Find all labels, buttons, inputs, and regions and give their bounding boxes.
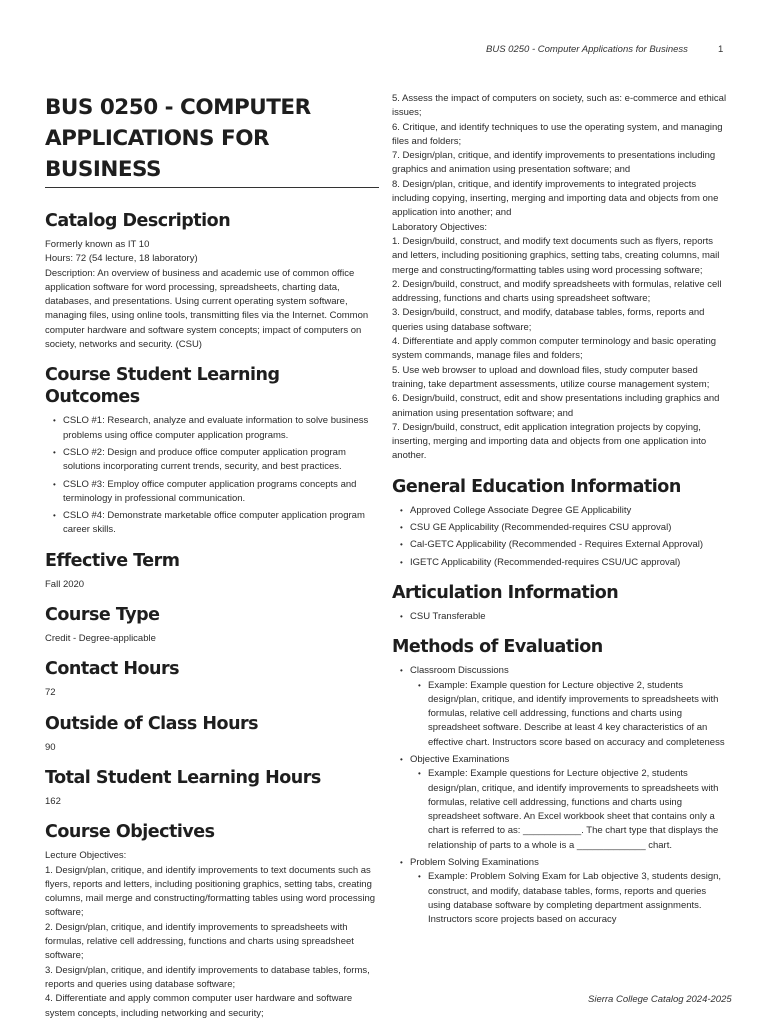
list-item: • CSLO #2: Design and produce office computer application program solutions incorporating current trends, security, and best practices. xyxy=(63,446,379,475)
course-objectives-heading: Course Objectives xyxy=(45,822,215,843)
catalog-line: Formerly known as IT 10 xyxy=(45,239,150,250)
objective-line: 5. Use web browser to upload and download files, study computer based training, take department assessments, utilize course management system; xyxy=(392,364,710,390)
catalog-line: Hours: 72 (54 lecture, 18 laboratory) xyxy=(45,253,198,265)
course-type-value: Credit - Degree-applicable xyxy=(45,633,156,645)
evaluation-example: • Example: Example questions for Lecture objective 2, students design/plan, critique, and identify improvements to spreadsheets with formulas, relative cell addressing, functions and charts using spreadsheet software. An Excel workbook sheet that contains only a chart is referred to as: ___________. The chart type that displays the relationship of parts to a whole is a _____________ chart. xyxy=(428,767,728,853)
gen-ed-heading: General Education Information xyxy=(392,476,681,497)
cslo-heading: Course Student Learning Outcomes xyxy=(45,365,280,408)
course-type-heading: Course Type xyxy=(45,605,160,626)
list-item: • IGETC Applicability (Recommended-requires CSU/UC approval) xyxy=(410,556,728,570)
catalog-line: Description: An overview of business and academic use of common office application software for word processing, spreadsheets, charting data, databases, and presentations. Using current operating system software, managing files, using online tools, transmitting files via the Internet. Common computer hardware and software system concepts; impact of computers on society, networks and security. (CSU) xyxy=(45,267,369,351)
list-item: • Approved College Associate Degree GE Applicability xyxy=(410,504,728,518)
objective-line: 6. Design/build, construct, edit and show presentations including graphics and animation using presentation software; and xyxy=(392,393,720,419)
list-item: • CSU GE Applicability (Recommended-requires CSU approval) xyxy=(410,521,728,535)
evaluation-method: Classroom Discussions xyxy=(410,665,509,677)
list-item xyxy=(410,664,728,750)
title-divider xyxy=(45,187,379,188)
course-type-section xyxy=(45,604,379,646)
objective-line: 1. Design/build, construct, and modify text documents such as flyers, reports and letters, including positioning graphics, setting tabs, creating columns, mail merge and constructing/formatting tables using word processing software; xyxy=(392,235,720,276)
objective-line: 8. Design/plan, critique, and identify improvements to integrated projects including copying, inserting, merging and importing data and objects from one application into another; and xyxy=(392,178,719,219)
objective-line: 6. Critique, and identify techniques to use the operating system, and managing files and folders; xyxy=(392,121,723,147)
contact-hours-heading: Contact Hours xyxy=(45,659,180,680)
running-header-title: BUS 0250 - Computer Applications for Business xyxy=(486,44,688,55)
total-hours-heading: Total Student Learning Hours xyxy=(45,767,321,788)
list-item: • Cal-GETC Applicability (Recommended - Requires External Approval) xyxy=(410,538,728,552)
list-item: • CSLO #4: Demonstrate marketable office computer application program career skills. xyxy=(63,509,379,538)
effective-term-heading: Effective Term xyxy=(45,550,180,571)
contact-hours-section xyxy=(45,658,379,700)
total-hours-section xyxy=(45,767,379,809)
page-number: 1 xyxy=(718,44,724,55)
list-item: • CSU Transferable xyxy=(410,610,728,624)
objective-line: 3. Design/build, construct, and modify, database tables, forms, reports and queries using database software; xyxy=(392,307,705,333)
page-title: BUS 0250 - COMPUTER APPLICATIONS FOR BUSINESS xyxy=(45,95,311,182)
total-hours-value: 162 xyxy=(45,795,61,807)
evaluation-section xyxy=(392,636,728,927)
evaluation-list xyxy=(392,664,728,927)
objective-line: 7. Design/build, construct, edit application integration projects by copying, inserting, merging and importing data and objects from one application into another. xyxy=(392,421,707,462)
gen-ed-section xyxy=(392,476,728,570)
outside-hours-value: 90 xyxy=(45,741,56,753)
effective-term-value: Fall 2020 xyxy=(45,578,85,590)
objective-line: 4. Differentiate and apply common computer user hardware and software system concepts, including networking and security; xyxy=(45,993,353,1019)
objectives-continued xyxy=(392,92,728,464)
gen-ed-list xyxy=(392,504,728,570)
evaluation-method: Objective Examinations xyxy=(410,753,510,765)
objective-line: Lecture Objectives: xyxy=(45,850,127,862)
list-item: • CSLO #1: Research, analyze and evaluate information to solve business problems using office computer application programs. xyxy=(63,414,379,443)
cslo-section xyxy=(45,364,379,537)
objective-line: 1. Design/plan, critique, and identify improvements to text documents such as flyers, reports and letters, including positioning graphics, setting tabs, creating columns, mail merge and constructing/formatting tables using word processing software; xyxy=(45,864,376,919)
evaluation-method: Problem Solving Examinations xyxy=(410,857,539,869)
effective-term-section xyxy=(45,550,379,592)
articulation-heading: Articulation Information xyxy=(392,582,619,603)
course-objectives-section xyxy=(45,821,379,1021)
objective-line: 5. Assess the impact of computers on society, such as: e-commerce and ethical issues; xyxy=(392,93,727,119)
catalog-description-heading: Catalog Description xyxy=(45,211,231,231)
objective-line: Laboratory Objectives: xyxy=(392,221,488,233)
objective-line: 2. Design/plan, critique, and identify improvements to spreadsheets with formulas, relative cell addressing, functions and charts using spreadsheet software; xyxy=(45,921,354,962)
articulation-section xyxy=(392,582,728,624)
left-column xyxy=(45,92,379,1033)
cslo-list xyxy=(45,414,379,537)
objective-line: 2. Design/build, construct, and modify spreadsheets with formulas, relative cell addressing, functions and charts using spreadsheet software; xyxy=(392,278,722,305)
footer-catalog: Sierra College Catalog 2024-2025 xyxy=(588,994,732,1005)
catalog-description-section xyxy=(45,210,379,352)
evaluation-example: • Example: Problem Solving Exam for Lab objective 3, students design, construct, and modify, database tables, forms, reports and queries using database software by completing department assignments. Instructors score projects based on accuracy xyxy=(428,870,728,927)
objective-line: 3. Design/plan, critique, and identify improvements to database tables, forms, reports and queries using database software; xyxy=(45,964,370,990)
objective-line: 7. Design/plan, critique, and identify improvements to presentations including graphics and animation using presentation software; and xyxy=(392,150,716,176)
objective-line: 4. Differentiate and apply common computer terminology and basic operating system commands, manage files and folders; xyxy=(392,336,717,362)
evaluation-example: • Example: Example question for Lecture objective 2, students design/plan, critique, and identify improvements to spreadsheets with formulas, relative cell addressing, functions and charts using spreadsheet software. Describe at least 4 key characteristics of an effective chart. Instructors score based on accuracy and completeness xyxy=(428,679,728,750)
outside-hours-heading: Outside of Class Hours xyxy=(45,713,259,734)
right-column xyxy=(392,92,728,940)
outside-hours-section xyxy=(45,713,379,755)
list-item xyxy=(410,753,728,853)
articulation-list xyxy=(392,610,728,624)
contact-hours-value: 72 xyxy=(45,687,56,699)
list-item xyxy=(410,856,728,927)
evaluation-heading: Methods of Evaluation xyxy=(392,637,603,658)
list-item: • CSLO #3: Employ office computer application programs concepts and terminology in professional communication. xyxy=(63,478,379,507)
